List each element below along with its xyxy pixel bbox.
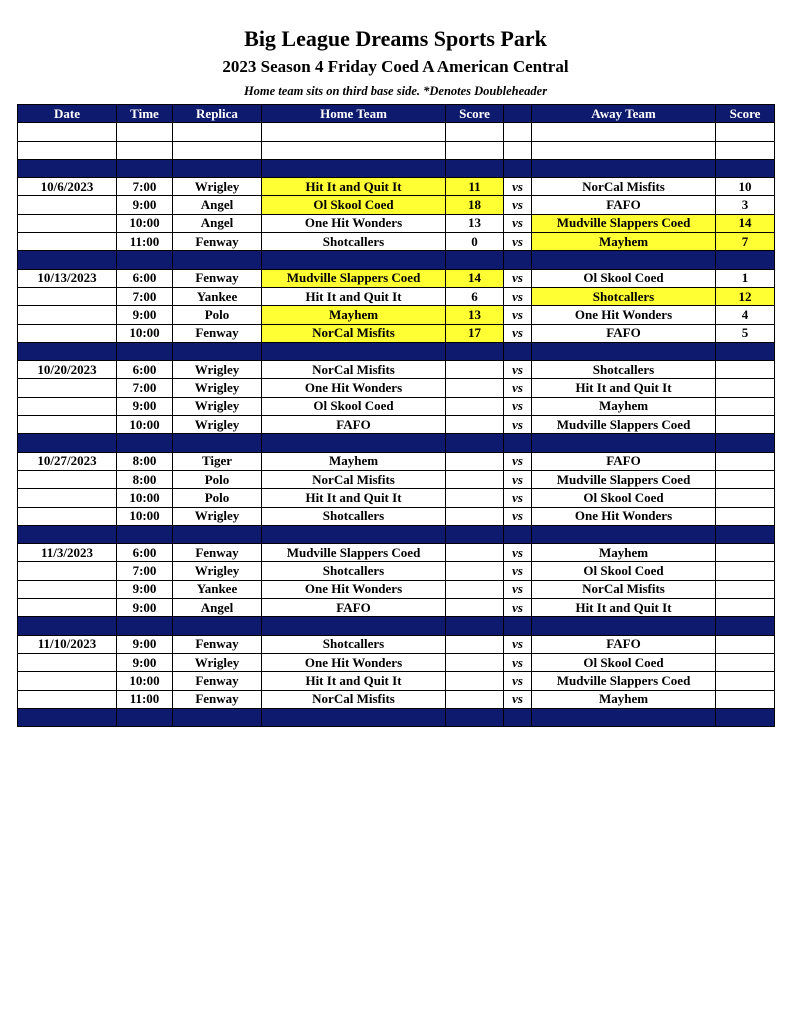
time-cell: 10:00 [117, 489, 173, 507]
date-cell [18, 214, 117, 232]
separator-cell [532, 342, 716, 360]
date-cell [18, 196, 117, 214]
date-cell [18, 470, 117, 488]
game-row [18, 562, 775, 580]
game-row [18, 635, 775, 653]
separator-cell [716, 159, 775, 177]
home-score-cell [446, 507, 504, 525]
away-score-cell [716, 379, 775, 397]
game-row [18, 416, 775, 434]
field-cell: Fenway [173, 635, 262, 653]
home-score-cell: 6 [446, 287, 504, 305]
home-team-cell: NorCal Misfits [262, 470, 446, 488]
time-cell: 7:00 [117, 562, 173, 580]
game-row [18, 470, 775, 488]
away-score-cell [716, 416, 775, 434]
vs-cell: vs [504, 361, 532, 379]
home-team-cell: Shotcallers [262, 233, 446, 251]
home-score-cell [446, 635, 504, 653]
game-row [18, 580, 775, 598]
home-team-cell: NorCal Misfits [262, 361, 446, 379]
date-cell [18, 599, 117, 617]
field-cell: Fenway [173, 672, 262, 690]
field-cell: Polo [173, 470, 262, 488]
away-team-cell: Hit It and Quit It [532, 379, 716, 397]
away-team-cell: One Hit Wonders [532, 507, 716, 525]
field-cell: Fenway [173, 324, 262, 342]
home-team-cell: One Hit Wonders [262, 580, 446, 598]
separator-cell [117, 617, 173, 635]
date-cell [18, 580, 117, 598]
vs-cell: vs [504, 507, 532, 525]
vs-cell: vs [504, 287, 532, 305]
separator-cell [117, 251, 173, 269]
home-score-cell [446, 361, 504, 379]
vs-cell: vs [504, 470, 532, 488]
away-score-cell [716, 562, 775, 580]
away-team-cell: Mudville Slappers Coed [532, 416, 716, 434]
field-cell: Wrigley [173, 653, 262, 671]
field-cell: Wrigley [173, 562, 262, 580]
game-row [18, 196, 775, 214]
col-header-home-team: Home Team [262, 105, 446, 123]
away-score-cell [716, 580, 775, 598]
game-row [18, 214, 775, 232]
away-score-cell [716, 599, 775, 617]
away-score-cell: 4 [716, 306, 775, 324]
date-cell [18, 690, 117, 708]
vs-cell: vs [504, 544, 532, 562]
time-cell: 11:00 [117, 233, 173, 251]
time-cell: 8:00 [117, 470, 173, 488]
game-row [18, 507, 775, 525]
home-score-cell [446, 672, 504, 690]
field-cell: Wrigley [173, 507, 262, 525]
time-cell: 9:00 [117, 580, 173, 598]
game-row [18, 653, 775, 671]
field-cell: Wrigley [173, 379, 262, 397]
date-cell [18, 306, 117, 324]
home-team-cell: Mayhem [262, 306, 446, 324]
field-cell: Polo [173, 306, 262, 324]
time-cell: 9:00 [117, 196, 173, 214]
away-team-cell: NorCal Misfits [532, 178, 716, 196]
date-cell: 10/6/2023 [18, 178, 117, 196]
vs-cell: vs [504, 599, 532, 617]
away-team-cell: FAFO [532, 635, 716, 653]
separator-cell [18, 617, 117, 635]
home-team-cell: Hit It and Quit It [262, 672, 446, 690]
home-score-cell [446, 489, 504, 507]
time-cell: 9:00 [117, 599, 173, 617]
game-row [18, 397, 775, 415]
away-score-cell [716, 397, 775, 415]
col-header-replica: Replica [173, 105, 262, 123]
separator-cell [446, 342, 504, 360]
home-team-cell: Ol Skool Coed [262, 196, 446, 214]
vs-cell: vs [504, 306, 532, 324]
home-score-cell: 0 [446, 233, 504, 251]
date-cell [18, 397, 117, 415]
separator-cell [504, 525, 532, 543]
date-cell: 11/10/2023 [18, 635, 117, 653]
home-team-cell: Mayhem [262, 452, 446, 470]
separator-cell [716, 617, 775, 635]
time-cell: 11:00 [117, 690, 173, 708]
date-cell [18, 416, 117, 434]
away-team-cell: Mudville Slappers Coed [532, 672, 716, 690]
away-score-cell [716, 635, 775, 653]
separator-cell [117, 342, 173, 360]
separator-cell [262, 708, 446, 726]
time-cell: 10:00 [117, 324, 173, 342]
separator-cell [173, 251, 262, 269]
home-score-cell [446, 599, 504, 617]
home-team-cell: Shotcallers [262, 562, 446, 580]
home-team-cell: One Hit Wonders [262, 379, 446, 397]
time-cell: 6:00 [117, 269, 173, 287]
home-score-cell: 13 [446, 214, 504, 232]
game-row [18, 452, 775, 470]
week-separator [18, 342, 775, 360]
away-score-cell [716, 690, 775, 708]
time-cell: 10:00 [117, 214, 173, 232]
separator-cell [716, 434, 775, 452]
game-row [18, 489, 775, 507]
away-team-cell: Ol Skool Coed [532, 489, 716, 507]
schedule-table [17, 104, 775, 727]
date-cell: 10/27/2023 [18, 452, 117, 470]
field-cell: Wrigley [173, 361, 262, 379]
field-cell: Tiger [173, 452, 262, 470]
date-cell [18, 672, 117, 690]
separator-cell [173, 617, 262, 635]
away-team-cell: Mudville Slappers Coed [532, 214, 716, 232]
date-cell [18, 653, 117, 671]
separator-cell [504, 342, 532, 360]
home-team-cell: Shotcallers [262, 507, 446, 525]
game-row [18, 690, 775, 708]
time-cell: 10:00 [117, 416, 173, 434]
away-team-cell: NorCal Misfits [532, 580, 716, 598]
week-separator [18, 525, 775, 543]
home-score-cell [446, 470, 504, 488]
home-score-cell [446, 397, 504, 415]
home-score-cell [446, 416, 504, 434]
away-team-cell: Ol Skool Coed [532, 653, 716, 671]
away-team-cell: Ol Skool Coed [532, 269, 716, 287]
home-team-cell: One Hit Wonders [262, 214, 446, 232]
away-score-cell [716, 470, 775, 488]
blank-row [18, 141, 775, 159]
away-team-cell: One Hit Wonders [532, 306, 716, 324]
away-team-cell: Mayhem [532, 397, 716, 415]
date-cell [18, 287, 117, 305]
separator-cell [446, 617, 504, 635]
time-cell: 7:00 [117, 178, 173, 196]
home-score-cell [446, 653, 504, 671]
home-team-cell: FAFO [262, 599, 446, 617]
home-score-cell: 14 [446, 269, 504, 287]
away-team-cell: FAFO [532, 324, 716, 342]
header-row [18, 105, 775, 123]
separator-cell [262, 525, 446, 543]
field-cell: Fenway [173, 269, 262, 287]
separator-cell [716, 251, 775, 269]
vs-cell: vs [504, 562, 532, 580]
field-cell: Wrigley [173, 416, 262, 434]
home-score-cell [446, 379, 504, 397]
separator-cell [446, 159, 504, 177]
separator-cell [262, 342, 446, 360]
vs-cell: vs [504, 233, 532, 251]
separator-cell [117, 159, 173, 177]
separator-cell [446, 708, 504, 726]
vs-cell: vs [504, 178, 532, 196]
away-team-cell: Mudville Slappers Coed [532, 470, 716, 488]
separator-cell [18, 251, 117, 269]
game-row [18, 324, 775, 342]
col-header-vs [504, 105, 532, 123]
field-cell: Yankee [173, 580, 262, 598]
away-team-cell: Mayhem [532, 544, 716, 562]
time-cell: 9:00 [117, 397, 173, 415]
home-team-cell: Hit It and Quit It [262, 178, 446, 196]
separator-cell [18, 159, 117, 177]
field-cell: Fenway [173, 233, 262, 251]
separator-cell [504, 617, 532, 635]
home-score-cell: 11 [446, 178, 504, 196]
away-team-cell: Mayhem [532, 233, 716, 251]
home-team-cell: Hit It and Quit It [262, 489, 446, 507]
away-score-cell [716, 361, 775, 379]
home-team-cell: One Hit Wonders [262, 653, 446, 671]
date-cell: 11/3/2023 [18, 544, 117, 562]
separator-cell [532, 708, 716, 726]
home-team-cell: Hit It and Quit It [262, 287, 446, 305]
separator-cell [446, 251, 504, 269]
vs-cell: vs [504, 653, 532, 671]
away-team-cell: Shotcallers [532, 361, 716, 379]
col-header-date: Date [18, 105, 117, 123]
separator-cell [18, 525, 117, 543]
away-team-cell: FAFO [532, 452, 716, 470]
vs-cell: vs [504, 196, 532, 214]
away-score-cell: 1 [716, 269, 775, 287]
separator-cell [262, 159, 446, 177]
home-score-cell [446, 690, 504, 708]
separator-cell [504, 708, 532, 726]
separator-cell [173, 159, 262, 177]
date-cell [18, 489, 117, 507]
week-separator [18, 617, 775, 635]
separator-cell [18, 708, 117, 726]
game-row [18, 306, 775, 324]
game-row [18, 269, 775, 287]
away-score-cell: 10 [716, 178, 775, 196]
away-team-cell: FAFO [532, 196, 716, 214]
away-score-cell: 5 [716, 324, 775, 342]
game-row [18, 599, 775, 617]
separator-cell [173, 525, 262, 543]
away-score-cell: 3 [716, 196, 775, 214]
vs-cell: vs [504, 690, 532, 708]
date-cell [18, 379, 117, 397]
date-cell [18, 233, 117, 251]
home-score-cell [446, 580, 504, 598]
schedule-body [18, 123, 775, 727]
separator-cell [117, 708, 173, 726]
separator-cell [262, 617, 446, 635]
time-cell: 7:00 [117, 287, 173, 305]
separator-cell [532, 159, 716, 177]
separator-cell [117, 434, 173, 452]
separator-cell [18, 434, 117, 452]
home-score-cell [446, 544, 504, 562]
time-cell: 9:00 [117, 306, 173, 324]
date-cell: 10/20/2023 [18, 361, 117, 379]
game-row [18, 544, 775, 562]
separator-cell [173, 434, 262, 452]
separator-cell [173, 708, 262, 726]
page-title: Big League Dreams Sports Park [244, 26, 547, 51]
game-row [18, 178, 775, 196]
separator-cell [18, 342, 117, 360]
game-row [18, 287, 775, 305]
away-team-cell: Shotcallers [532, 287, 716, 305]
away-score-cell [716, 544, 775, 562]
separator-cell [716, 342, 775, 360]
game-row [18, 672, 775, 690]
page-subtitle: 2023 Season 4 Friday Coed A American Central [222, 57, 569, 76]
separator-cell [446, 525, 504, 543]
vs-cell: vs [504, 489, 532, 507]
separator-cell [173, 342, 262, 360]
vs-cell: vs [504, 580, 532, 598]
separator-cell [504, 434, 532, 452]
away-score-cell [716, 452, 775, 470]
separator-cell [117, 525, 173, 543]
field-cell: Polo [173, 489, 262, 507]
game-row [18, 361, 775, 379]
field-cell: Fenway [173, 690, 262, 708]
vs-cell: vs [504, 452, 532, 470]
time-cell: 10:00 [117, 672, 173, 690]
home-team-cell: Mudville Slappers Coed [262, 269, 446, 287]
separator-cell [716, 525, 775, 543]
separator-cell [716, 708, 775, 726]
separator-cell [532, 525, 716, 543]
home-team-cell: NorCal Misfits [262, 324, 446, 342]
vs-cell: vs [504, 214, 532, 232]
separator-cell [532, 251, 716, 269]
field-cell: Fenway [173, 544, 262, 562]
time-cell: 7:00 [117, 379, 173, 397]
field-cell: Angel [173, 196, 262, 214]
time-cell: 6:00 [117, 544, 173, 562]
separator-cell [532, 434, 716, 452]
col-header-home-score: Score [446, 105, 504, 123]
field-cell: Angel [173, 214, 262, 232]
separator-cell [504, 159, 532, 177]
vs-cell: vs [504, 324, 532, 342]
away-score-cell [716, 507, 775, 525]
home-score-cell: 18 [446, 196, 504, 214]
away-score-cell: 12 [716, 287, 775, 305]
time-cell: 6:00 [117, 361, 173, 379]
away-score-cell: 7 [716, 233, 775, 251]
date-cell [18, 324, 117, 342]
home-score-cell [446, 562, 504, 580]
col-header-away-team: Away Team [532, 105, 716, 123]
time-cell: 9:00 [117, 635, 173, 653]
home-score-cell: 17 [446, 324, 504, 342]
home-score-cell [446, 452, 504, 470]
field-cell: Yankee [173, 287, 262, 305]
vs-cell: vs [504, 635, 532, 653]
home-team-cell: FAFO [262, 416, 446, 434]
away-team-cell: Ol Skool Coed [532, 562, 716, 580]
time-cell: 8:00 [117, 452, 173, 470]
vs-cell: vs [504, 397, 532, 415]
game-row [18, 233, 775, 251]
vs-cell: vs [504, 672, 532, 690]
home-team-cell: Mudville Slappers Coed [262, 544, 446, 562]
home-score-cell: 13 [446, 306, 504, 324]
vs-cell: vs [504, 416, 532, 434]
home-team-cell: NorCal Misfits [262, 690, 446, 708]
date-cell: 10/13/2023 [18, 269, 117, 287]
separator-cell [262, 251, 446, 269]
time-cell: 9:00 [117, 653, 173, 671]
blank-row [18, 123, 775, 141]
field-cell: Wrigley [173, 397, 262, 415]
away-team-cell: Mayhem [532, 690, 716, 708]
week-separator [18, 251, 775, 269]
week-separator [18, 434, 775, 452]
away-score-cell [716, 489, 775, 507]
away-score-cell [716, 672, 775, 690]
separator-cell [446, 434, 504, 452]
week-separator [18, 159, 775, 177]
separator-cell [262, 434, 446, 452]
game-row [18, 379, 775, 397]
field-cell: Angel [173, 599, 262, 617]
vs-cell: vs [504, 269, 532, 287]
col-header-time: Time [117, 105, 173, 123]
date-cell [18, 507, 117, 525]
field-cell: Wrigley [173, 178, 262, 196]
home-team-cell: Ol Skool Coed [262, 397, 446, 415]
away-score-cell: 14 [716, 214, 775, 232]
vs-cell: vs [504, 379, 532, 397]
schedule-note: Home team sits on third base side. *Denotes Doubleheader [243, 84, 548, 98]
col-header-away-score: Score [716, 105, 775, 123]
week-separator [18, 708, 775, 726]
separator-cell [532, 617, 716, 635]
away-score-cell [716, 653, 775, 671]
date-cell [18, 562, 117, 580]
home-team-cell: Shotcallers [262, 635, 446, 653]
separator-cell [504, 251, 532, 269]
time-cell: 10:00 [117, 507, 173, 525]
away-team-cell: Hit It and Quit It [532, 599, 716, 617]
